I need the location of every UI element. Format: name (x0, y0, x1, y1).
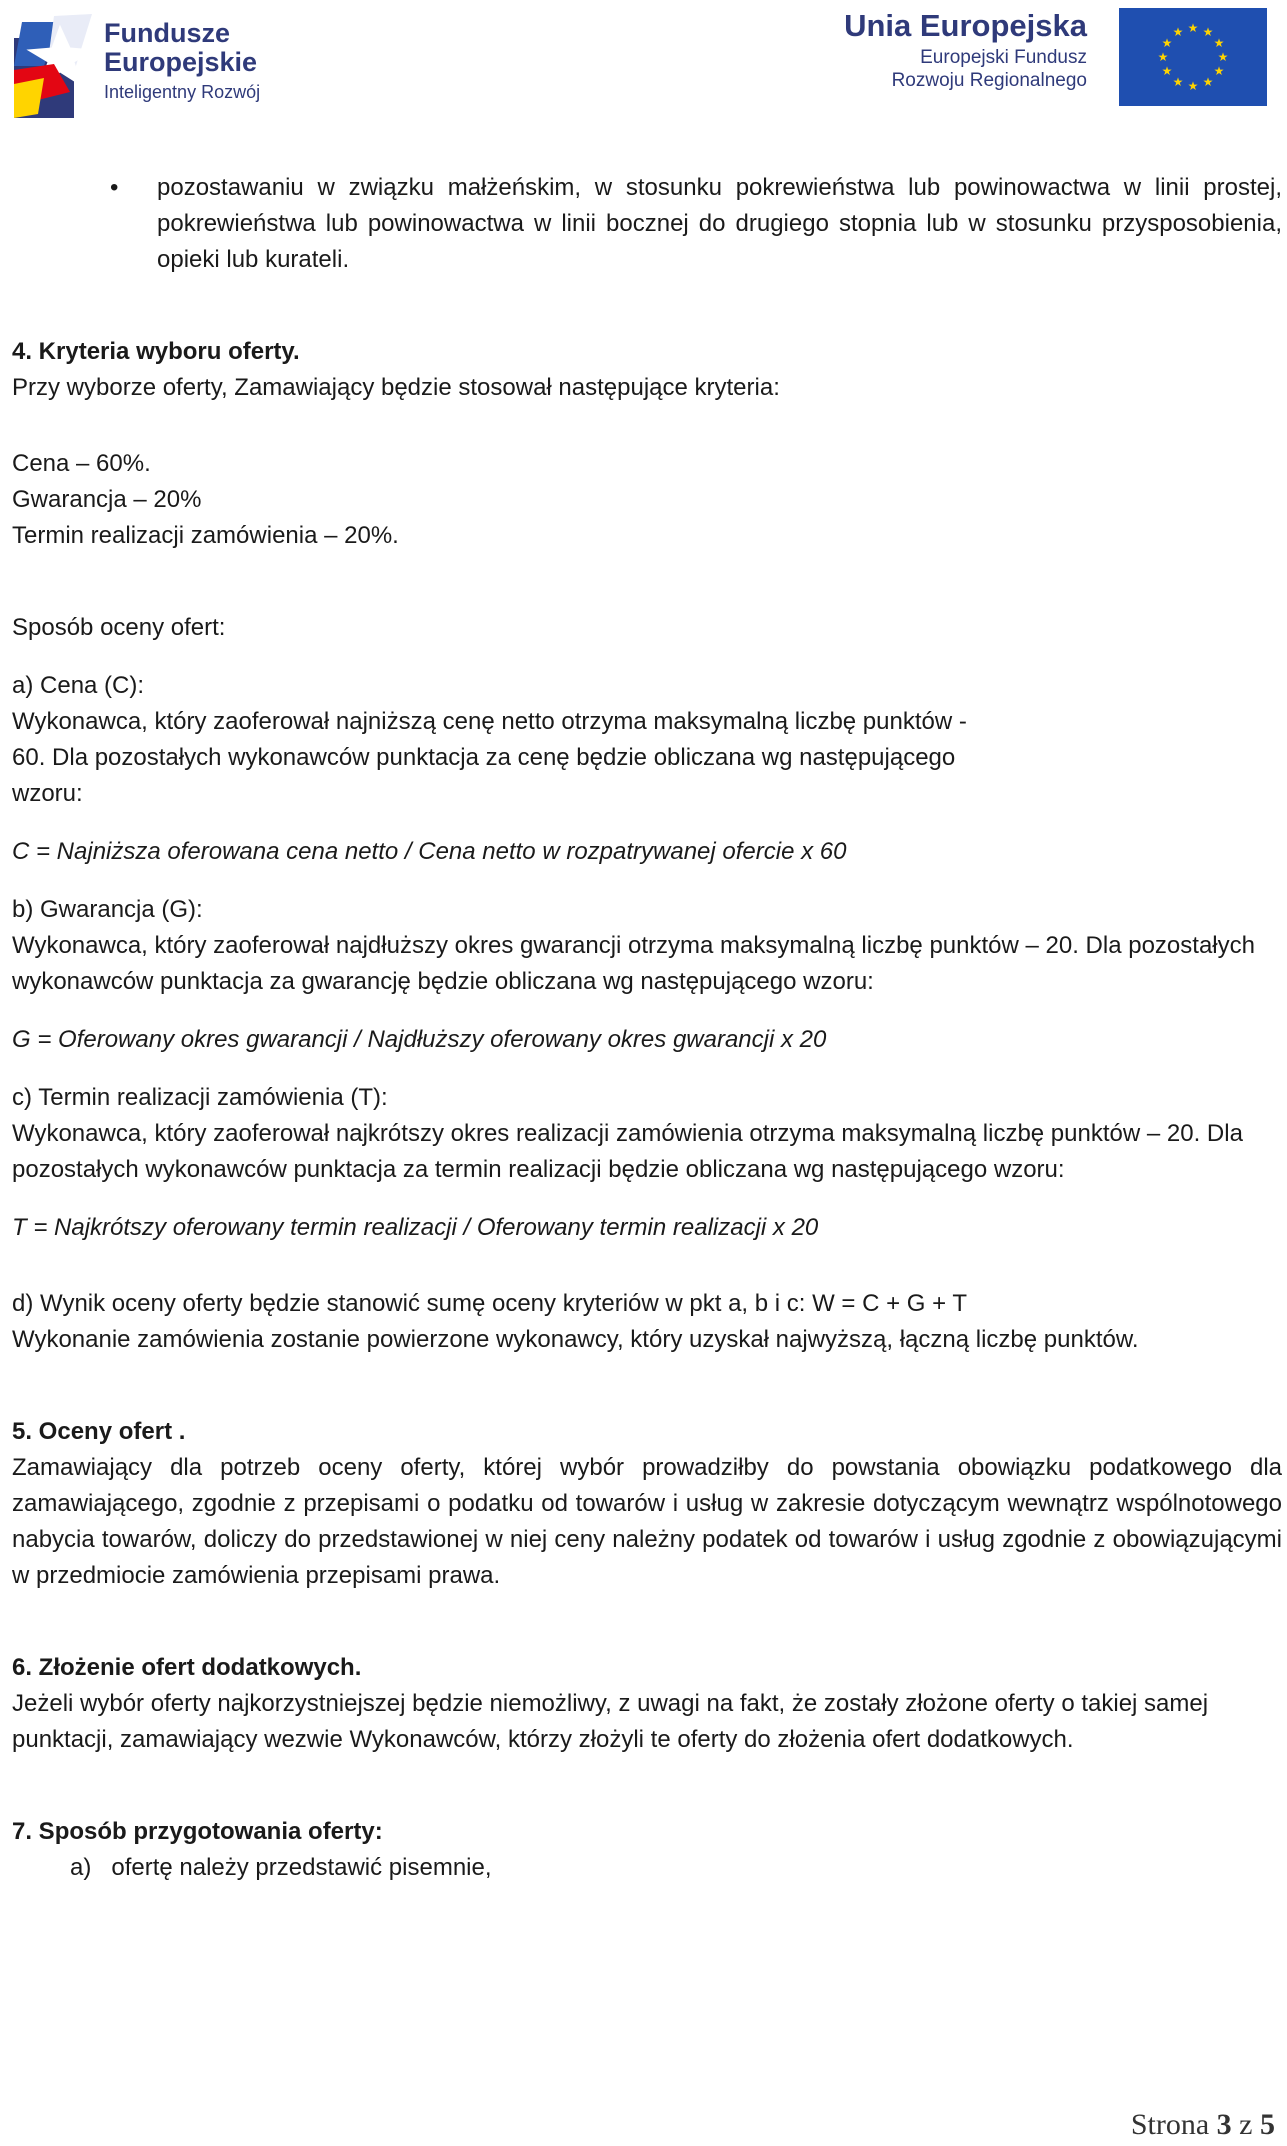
result-text: d) Wynik oceny oferty będzie stanowić sumę oceny kryteriów w pkt a, b i c: W = C + G + T (12, 1290, 968, 1317)
svg-text:★: ★ (1213, 64, 1225, 78)
svg-text:★: ★ (1187, 79, 1199, 93)
term-formula: T = Najkrótszy oferowany termin realizacji / Oferowany termin realizacji x 20 (12, 1214, 819, 1241)
section4-intro: Przy wyborze oferty, Zamawiający będzie stosował następujące kryteria: (12, 374, 780, 401)
svg-text:★: ★ (1217, 50, 1229, 64)
section5-heading: 5. Oceny ofert . (12, 1418, 186, 1445)
criterion-warranty: Gwarancja – 20% (12, 486, 202, 513)
eu-logo-text (844, 10, 1087, 90)
price-formula: C = Najniższa oferowana cena netto / Cena netto w rozpatrywanej ofercie x 60 (12, 838, 847, 865)
svg-text:★: ★ (1172, 25, 1184, 39)
eu-line1: Unia Europejska (844, 8, 1087, 43)
eu-line2: Europejski Fundusz (920, 47, 1087, 68)
svg-text:★: ★ (1187, 21, 1199, 35)
method-title: Sposób oceny ofert: (12, 614, 226, 641)
term-text: Wykonawca, który zaoferował najkrótszy okres realizacji zamówienia otrzyma maksymalną liczbę punktów – 20. Dla pozostałych wykonawców punktacja za termin realizacji będzie obliczana wg następującego wzoru: (12, 1120, 1243, 1183)
fe-line1: Fundusze (104, 18, 230, 48)
bullet-marker: • (110, 174, 119, 201)
section5-text: Zamawiający dla potrzeb oceny oferty, której wybór prowadziłby do powstania obowiązku podatkowego dla zamawiającego, zgodnie z przepisami o podatku od towarów i usług w zakresie dotyczącym wewnątrz wspólnotowego nabycia towarów, doliczy do przedstawionej w niej ceny należny podatek od towarów i usług zgodnie z obowiązującymi w przedmiocie zamówienia przepisami prawa. (12, 1454, 1282, 1589)
section7-item-a: a) ofertę należy przedstawić pisemnie, (70, 1854, 492, 1881)
warranty-text: Wykonawca, który zaoferował najdłuższy okres gwarancji otrzyma maksymalną liczbę punktów – 20. Dla pozostałych wykonawców punktacja za gwarancję będzie obliczana wg następującego wzoru: (12, 932, 1255, 995)
document-body (12, 160, 1282, 1886)
bullet-item (12, 170, 1282, 278)
criterion-term: Termin realizacji zamówienia – 20%. (12, 522, 399, 549)
svg-text:★: ★ (1202, 25, 1214, 39)
page-total: 5 (1260, 2108, 1275, 2141)
svg-text:★: ★ (1161, 64, 1173, 78)
price-text: Wykonawca, który zaoferował najniższą cenę netto otrzyma maksymalną liczbę punktów - 60. Dla pozostałych wykonawców punktacja za cenę będzie obliczana wg następującego wzoru: (12, 708, 967, 807)
section6-text: Jeżeli wybór oferty najkorzystniejszej będzie niemożliwy, z uwagi na fakt, że zostały złożone oferty o takiej samej punktacji, zamawiający wezwie Wykonawców, którzy złożyli te oferty do złożenia ofert dodatkowych. (12, 1690, 1209, 1753)
page-sep: z (1231, 2108, 1260, 2141)
svg-text:★: ★ (1202, 75, 1214, 89)
warranty-title: b) Gwarancja (G): (12, 896, 203, 923)
section7-heading: 7. Sposób przygotowania oferty: (12, 1818, 383, 1845)
term-title: c) Termin realizacji zamówienia (T): (12, 1084, 388, 1111)
page-current: 3 (1216, 2108, 1232, 2141)
price-title: a) Cena (C): (12, 672, 145, 699)
fe-line2: Europejskie (104, 47, 258, 77)
page-header (0, 0, 1287, 120)
fe-logo-text (104, 20, 260, 101)
svg-text:★: ★ (1172, 75, 1184, 89)
page-number (1131, 2108, 1275, 2142)
svg-text:★: ★ (1161, 36, 1173, 50)
svg-text:★: ★ (1157, 50, 1169, 64)
section4-heading: 4. Kryteria wyboru oferty. (12, 338, 300, 365)
page-prefix: Strona (1130, 2108, 1217, 2141)
section6-heading: 6. Złożenie ofert dodatkowych. (12, 1654, 362, 1681)
bullet-text: pozostawaniu w związku małżeńskim, w stosunku pokrewieństwa lub powinowactwa w linii prostej, pokrewieństwa lub powinowactwa w linii bocznej do drugiego stopnia lub w stosunku przysposobienia, opieki lub kurateli. (157, 174, 1282, 273)
svg-text:★: ★ (1213, 36, 1225, 50)
award-text: Wykonanie zamówienia zostanie powierzone wykonawcy, który uzyskał najwyższą, łączną liczbę punktów. (12, 1326, 1139, 1353)
eu-flag-icon (1119, 8, 1267, 106)
warranty-formula: G = Oferowany okres gwarancji / Najdłuższy oferowany okres gwarancji x 20 (12, 1026, 827, 1053)
fundusze-europejskie-logo-icon (14, 14, 96, 118)
fe-line3: Inteligentny Rozwój (104, 82, 261, 102)
criterion-price: Cena – 60%. (12, 450, 151, 477)
eu-line3: Rozwoju Regionalnego (891, 70, 1087, 91)
